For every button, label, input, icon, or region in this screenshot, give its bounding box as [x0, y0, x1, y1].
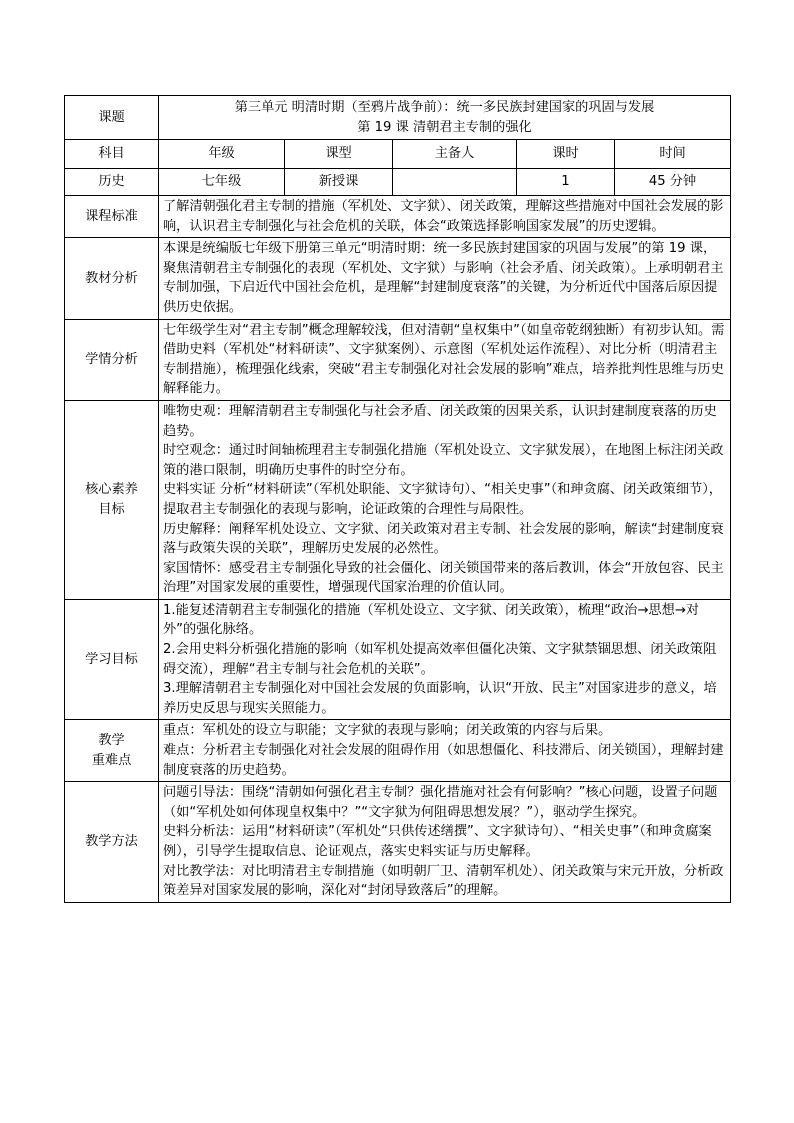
- section-content: [159, 720, 731, 782]
- lesson-title: 第 19 课 清朝君主专制的强化: [357, 119, 532, 135]
- section-content: [159, 782, 731, 903]
- section-label: [65, 782, 159, 903]
- section-row-student-analysis: [65, 319, 731, 400]
- section-label: [65, 720, 159, 782]
- lesson-plan-table: [64, 95, 731, 903]
- section-paragraph: 1.能复述清朝君主专制强化的措施（军机处设立、文字狱、闭关政策），梳理“政治→思想→对外”的强化脉络。: [163, 602, 700, 638]
- section-label: [65, 238, 159, 319]
- section-paragraph: 了解清朝强化君主专制的措施（军机处、文字狱）、闭关政策，理解这些措施对中国社会发展的影响，认识君主专制强化与社会危机的关联，体会“政策选择影响国家发展”的历史逻辑。: [163, 199, 724, 234]
- section-paragraph: 重点：军机处的设立与职能；文字狱的表现与影响；闭关政策的内容与后果。: [163, 723, 612, 739]
- section-label-line: 学情分析: [85, 351, 138, 367]
- section-paragraph: 问题引导法：围绕“清朝如何强化君主专制？强化措施对社会有何影响？”核心问题，设置子问题（如“军机处如何体现皇权集中？”“文字狱为何阻碍思想发展？”），驱动学生探究。: [163, 785, 718, 820]
- value-preparer: [393, 169, 517, 196]
- section-label-line: 重难点: [91, 752, 132, 768]
- value-lesson-type: 新授课: [285, 169, 393, 196]
- header-preparer: 主备人: [393, 140, 517, 169]
- section-paragraph: 历史解释：阐释军机处设立、文字狱、闭关政策对君主专制、社会发展的影响，解读“封建制度衰落与政策失误的关联”，理解历史发展的必然性。: [163, 521, 724, 557]
- section-paragraph: 难点：分析君主专制强化对社会发展的阻碍作用（如思想僵化、科技滞后、闭关锁国），理解封建制度衰落的历史趋势。: [163, 743, 724, 778]
- section-paragraph: 七年级学生对“君主专制”概念理解较浅，但对清朝“皇权集中”（如皇帝乾纲独断）有初步认知。需借助史料（军机处“材料研读”、文字狱案例）、示意图（军机处运作流程）、对比分析（明清君主专制措施），梳理强化线索，突破“君主专制强化对社会发展的影响”难点，培养批判性思维与历史解释能力。: [163, 322, 725, 397]
- section-content: [159, 599, 731, 720]
- section-paragraph: 家国情怀：感受君主专制强化导致的社会僵化、闭关锁国带来的落后教训，体会“开放包容、民主治理”对国家发展的重要性，增强现代国家治理的价值认同。: [163, 560, 724, 596]
- section-label-line: 核心素养: [85, 482, 138, 498]
- section-content: [159, 400, 731, 599]
- section-label-line: 目标: [98, 501, 125, 517]
- section-label-line: 教材分析: [85, 270, 138, 286]
- section-content: [159, 238, 731, 319]
- header-grade: 年级: [159, 140, 285, 169]
- header-periods: 课时: [517, 140, 615, 169]
- section-content: [159, 319, 731, 400]
- section-label: [65, 319, 159, 400]
- section-paragraph: 对比教学法：对比明清君主专制措施（如明朝厂卫、清朝军机处）、闭关政策与宋元开放，分析政策差异对国家发展的影响，深化对“封闭导致落后”的理解。: [163, 863, 724, 899]
- section-label: [65, 400, 159, 599]
- title-row: [65, 96, 731, 140]
- section-row-textbook-analysis: [65, 238, 731, 319]
- section-paragraph: 时空观念：通过时间轴梳理君主专制强化措施（军机处设立、文字狱发展），在地图上标注闭关政策的港口限制，明确历史事件的时空分布。: [163, 443, 724, 478]
- section-paragraph: 史料实证 分析“材料研读”（军机处职能、文字狱诗句）、“相关史事”（和珅贪腐、闭关政策细节），提取君主专制强化的表现与影响，论证政策的合理性与局限性。: [163, 482, 722, 517]
- section-label-line: 学习目标: [85, 651, 138, 667]
- section-label-line: 课程标准: [85, 208, 138, 224]
- section-paragraph: 2.会用史料分析强化措施的影响（如军机处提高效率但僵化决策、文字狱禁锢思想、闭关政策阻碍交流），理解“君主专制与社会危机的关联”。: [163, 642, 717, 677]
- value-subject: 历史: [65, 169, 159, 196]
- section-paragraph: 3.理解清朝君主专制强化对中国社会发展的负面影响，认识“开放、民主”对国家进步的意义，培养历史反思与现实关照能力。: [163, 681, 717, 716]
- section-row-core-literacy-goals: [65, 400, 731, 599]
- header-lesson-type: 课型: [285, 140, 393, 169]
- info-header-row: [65, 140, 731, 169]
- unit-title: 第三单元 明清时期（至鸦片战争前）：统一多民族封建国家的巩固与发展: [234, 99, 655, 115]
- title-label: 课题: [65, 96, 159, 140]
- section-row-teaching-methods: [65, 782, 731, 903]
- section-paragraph: 本课是统编版七年级下册第三单元“明清时期：统一多民族封建国家的巩固与发展”的第 19 课，聚焦清朝君主专制强化的表现（军机处、文字狱）与影响（社会矛盾、闭关政策）。上承明朝君主专制加强，下启近代中国社会危机，是理解“封建制度衰落”的关键，为分析近代中国落后原因提供历史依据。: [163, 241, 724, 315]
- value-periods: 1: [517, 169, 615, 196]
- section-paragraph: 唯物史观：理解清朝君主专制强化与社会矛盾、闭关政策的因果关系，认识封建制度衰落的历史趋势。: [163, 403, 717, 439]
- section-label-line: 教学: [98, 733, 125, 749]
- lesson-title-cell: [159, 96, 731, 140]
- section-row-learning-objectives: [65, 599, 731, 720]
- value-grade: 七年级: [159, 169, 285, 196]
- section-paragraph: 史料分析法：运用“材料研读”（军机处“只供传述缮撰”、文字狱诗句）、“相关史事”（和珅贪腐案例），引导学生提取信息、论证观点，落实史料实证与历史解释。: [163, 824, 712, 859]
- section-label: [65, 196, 159, 238]
- section-content: [159, 196, 731, 238]
- section-row-key-difficult-points: [65, 720, 731, 782]
- section-label-line: 教学方法: [85, 834, 138, 850]
- header-subject: 科目: [65, 140, 159, 169]
- header-time: 时间: [615, 140, 731, 169]
- info-value-row: [65, 169, 731, 196]
- section-row-curriculum-standard: [65, 196, 731, 238]
- value-time: 45 分钟: [615, 169, 731, 196]
- section-label: [65, 599, 159, 720]
